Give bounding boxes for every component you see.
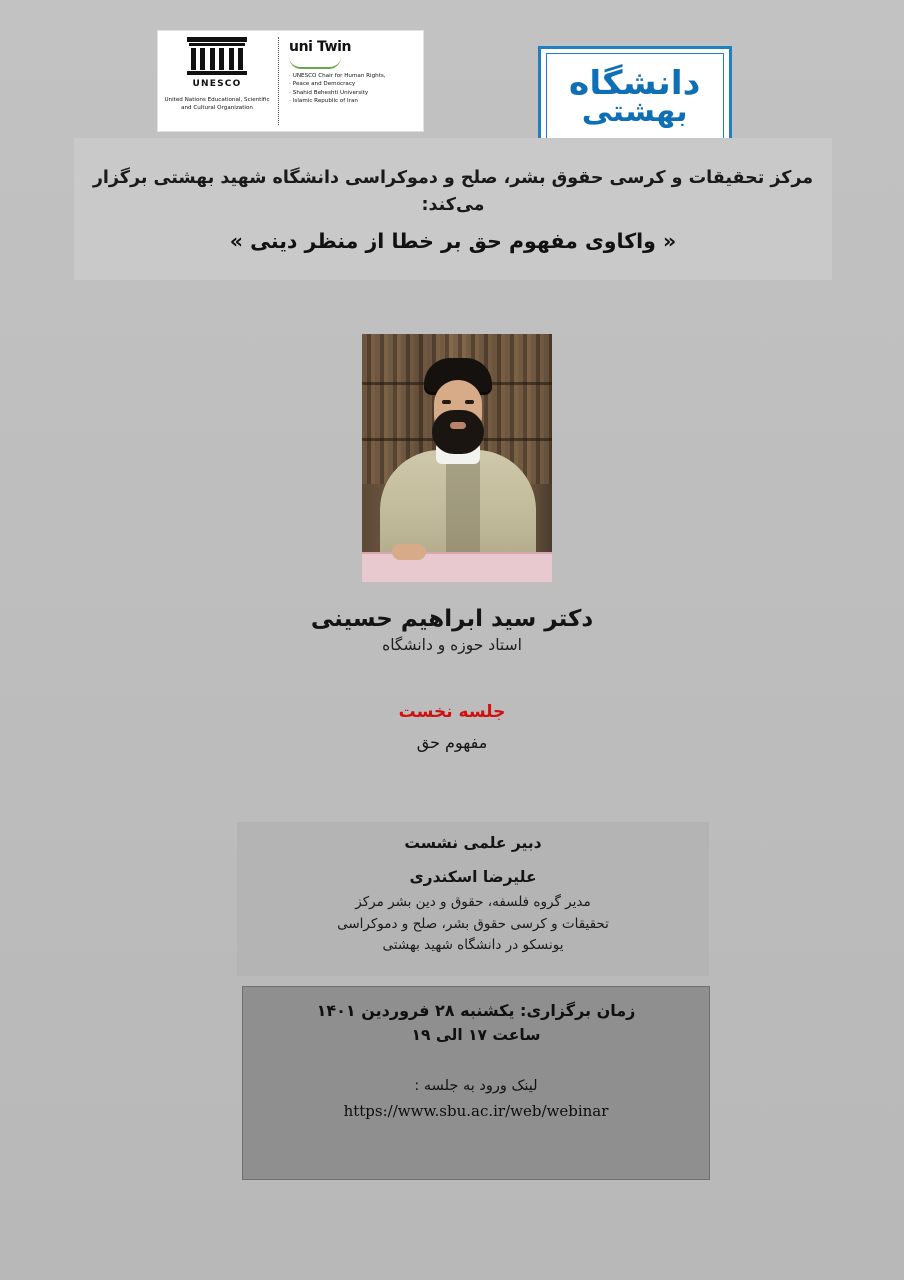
event-date: زمان برگزاری: یکشنبه ۲۸ فروردین ۱۴۰۱ xyxy=(316,1001,636,1020)
sbu-logo-text xyxy=(569,62,701,128)
unesco-logo xyxy=(157,30,424,132)
unesco-chair-caption xyxy=(289,72,386,106)
meeting-link-label: لینک ورود به جلسه : xyxy=(414,1078,538,1094)
unesco-caption: United Nations Educational, Scientific and Cultural Organization xyxy=(164,97,270,112)
organizer-line: مرکز تحقیقات و کرسی حقوق بشر، صلح و دموکراسی دانشگاه شهید بهشتی برگزار می‌کند: xyxy=(92,167,814,215)
shahid-beheshti-university-logo xyxy=(538,46,732,146)
sbu-logo-frame xyxy=(546,53,724,139)
secretary-affiliation xyxy=(257,892,689,957)
speaker-role: استاد حوزه و دانشگاه xyxy=(382,636,522,654)
unesco-chair-line: · UNESCO Chair for Human Rights, xyxy=(289,72,386,80)
logo-divider xyxy=(278,37,279,125)
unitwin-swoosh-icon xyxy=(289,57,341,69)
unesco-chair-line: · Shahid Beheshti University xyxy=(289,89,386,97)
scientific-secretary-box xyxy=(237,822,709,976)
secretary-name: علیرضا اسکندری xyxy=(409,868,537,886)
unitwin-wordmark: uni Twin xyxy=(289,39,352,55)
session-label: جلسه نخست xyxy=(398,702,506,722)
unitwin-block xyxy=(281,31,423,131)
unesco-wordmark: UNESCO xyxy=(192,79,242,89)
unesco-chair-line: · Islamic Republic of Iran xyxy=(289,97,386,105)
meeting-link-url[interactable]: https://www.sbu.ac.ir/web/webinar xyxy=(343,1102,609,1120)
page-title: « واکاوی مفهوم حق بر خطا از منظر دینی » xyxy=(229,229,677,254)
event-details-box xyxy=(242,986,710,1180)
speaker-photo xyxy=(362,334,552,582)
sbu-logo-line1: دانشگاه xyxy=(569,62,701,102)
unesco-emblem-block xyxy=(158,31,276,131)
logo-row xyxy=(0,26,904,138)
unesco-chair-line: · Peace and Democracy xyxy=(289,80,386,88)
speaker-name: دکتر سید ابراهیم حسینی xyxy=(310,606,594,632)
secretary-affiliation-line: مدیر گروه فلسفه، حقوق و دین بشر مرکز xyxy=(355,894,591,910)
secretary-title: دبیر علمی نشست xyxy=(404,834,542,852)
event-time: ساعت ۱۷ الی ۱۹ xyxy=(411,1026,541,1044)
title-band xyxy=(74,138,832,280)
session-topic: مفهوم حق xyxy=(416,733,488,752)
secretary-affiliation-line: تحقیقات و کرسی حقوق بشر، صلح و دموکراسی xyxy=(337,915,609,932)
speaker-portrait-image xyxy=(362,334,552,582)
secretary-affiliation-line: یونسکو در دانشگاه شهید بهشتی xyxy=(382,937,564,954)
sbu-logo-line2: بهشتی xyxy=(582,93,688,128)
unesco-temple-icon xyxy=(187,37,247,77)
